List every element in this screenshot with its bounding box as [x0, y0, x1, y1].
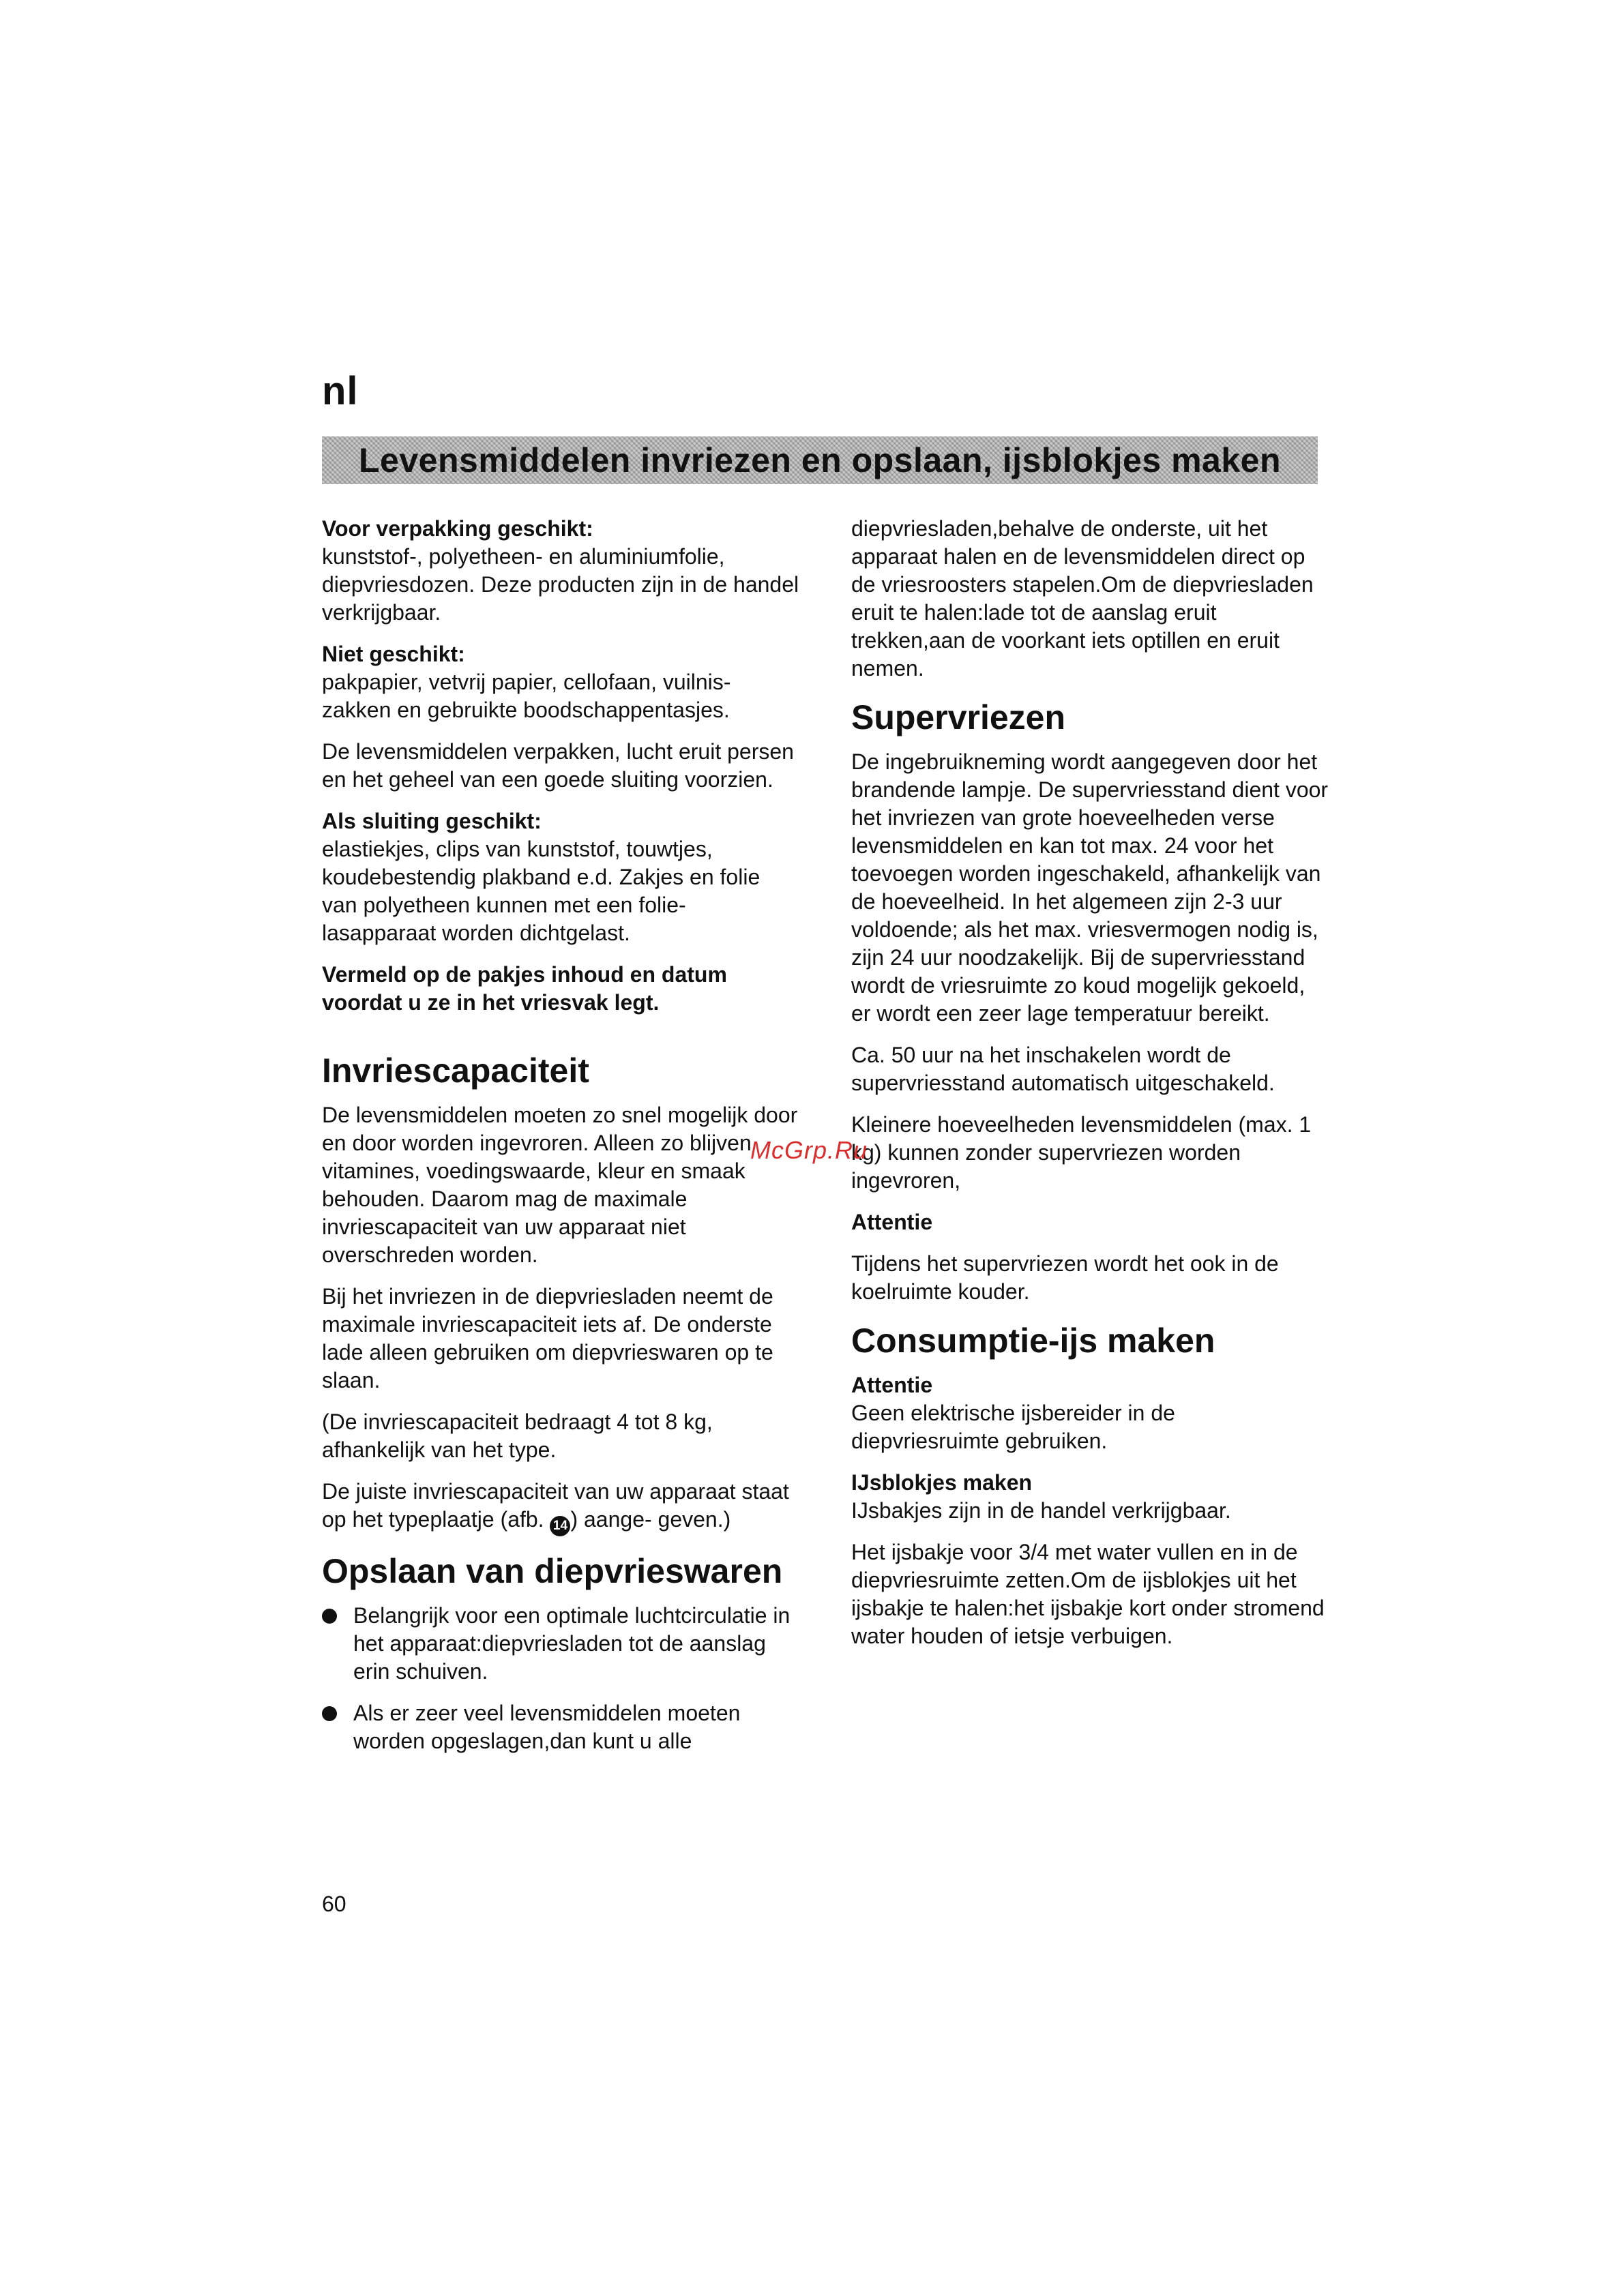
label-note: Vermeld op de pakjes inhoud en datum voordat u ze in het vriesvak legt.: [322, 962, 727, 1015]
closure-suitable-text: elastiekjes, clips van kunststof, touwtjes, koudebestendig plakband e.d. Zakjes en folie van polyetheen kunnen met een folie- lasapparaat worden dichtgelast.: [322, 837, 761, 945]
bullet-text: Belangrijk voor een optimale luchtcirculatie in het apparaat:diepvriesladen tot de aanslag erin schuiven.: [353, 1603, 791, 1684]
not-suitable-text: pakpapier, vetvrij papier, cellofaan, vuilnis- zakken en gebruikte boodschappentasjes.: [322, 670, 731, 722]
storage-continuation: diepvriesladen,behalve de onderste, uit het apparaat halen en de levensmiddelen direct op de vriesroosters stapelen.Om de diepvriesladen eruit te halen:lade tot de aanslag eruit trekken,aan de voorkant iets optillen en eruit nemen.: [851, 516, 1314, 681]
not-suitable-paragraph: [322, 640, 799, 724]
heading-invriescapaciteit: Invriescapaciteit: [322, 1052, 589, 1090]
attention-text: Geen elektrische ijsbereider in de diepvriesruimte gebruiken.: [851, 1401, 1175, 1453]
packaging-suitable-label: Voor verpakking geschikt:: [322, 516, 593, 541]
bullet-item: [322, 1602, 799, 1686]
bullet-dot-icon: [322, 1609, 337, 1624]
bullet-text: Als er zeer veel levensmiddelen moeten worden opgeslagen,dan kunt u alle: [353, 1701, 741, 1753]
attention-label: Attentie: [851, 1373, 933, 1397]
right-column: [851, 515, 1329, 1664]
figure-number-badge: 14: [550, 1516, 570, 1536]
ice-cubes-paragraph: [851, 1469, 1329, 1525]
bullet-item: [322, 1699, 799, 1755]
attention-paragraph: [851, 1371, 1329, 1455]
banner-title: Levensmiddelen invriezen en opslaan, ijsblokjes maken: [359, 441, 1281, 479]
packaging-suitable-text: kunststof-, polyetheen- en aluminiumfolie, diepvriesdozen. Deze producten zijn in de handel verkrijgbaar.: [322, 544, 799, 625]
not-suitable-label: Niet geschikt:: [322, 642, 465, 666]
super-freeze-paragraph-2: Ca. 50 uur na het inschakelen wordt de supervriesstand automatisch uitgeschakeld.: [851, 1043, 1275, 1095]
ice-cubes-instructions: Het ijsbakje voor 3/4 met water vullen en in de diepvriesruimte zetten.Om de ijsblokjes uit het ijsbakje te halen:het ijsbakje kort onder stromend water houden of ietsje verbuigen.: [851, 1540, 1325, 1648]
closure-suitable-label: Als sluiting geschikt:: [322, 809, 542, 833]
section-banner: [322, 436, 1318, 484]
typeplate-text-after: ) aange- geven.): [570, 1507, 731, 1532]
freeze-capacity-paragraph-4: [322, 1478, 799, 1536]
attention-label: Attentie: [851, 1210, 933, 1234]
packaging-suitable-paragraph: [322, 515, 799, 627]
heading-consumptie-ijs: Consumptie-ijs maken: [851, 1322, 1215, 1360]
super-freeze-paragraph-4: Tijdens het supervriezen wordt het ook in de koelruimte kouder.: [851, 1251, 1279, 1304]
freeze-capacity-paragraph-1: De levensmiddelen moeten zo snel mogelijk door en door worden ingevroren. Alleen zo blijven vitamines, voedingswaarde, kleur en smaak behouden. Daarom mag de maximale invriescapaciteit van uw apparaat niet overschreden worden.: [322, 1103, 798, 1267]
heading-supervriezen: Supervriezen: [851, 698, 1066, 736]
freeze-capacity-paragraph-3: (De invriescapaciteit bedraagt 4 tot 8 kg, afhankelijk van het type.: [322, 1410, 713, 1462]
bullet-dot-icon: [322, 1706, 337, 1721]
ice-cubes-text: IJsbakjes zijn in de handel verkrijgbaar.: [851, 1498, 1231, 1523]
super-freeze-paragraph-3: Kleinere hoeveelheden levensmiddelen (max. 1 kg) kunnen zonder supervriezen worden ingevroren,: [851, 1112, 1312, 1193]
page-number: 60: [322, 1892, 346, 1916]
left-column: [322, 515, 799, 1769]
super-freeze-paragraph-1: De ingebruikneming wordt aangegeven door het brandende lampje. De supervriesstand dient voor het invriezen van grote hoeveelheden verse levensmiddelen en kan tot max. 24 voor het toevoegen worden ingeschakeld, afhankelijk van de hoeveelheid. In het algemeen zijn 2-3 uur voldoende; als het max. vriesvermogen nodig is, zijn 24 uur noodzakelijk. Bij de supervriesstand wordt de vriesruimte zo koud mogelijk gekoeld, er wordt een zeer lage temperatuur bereikt.: [851, 749, 1329, 1026]
watermark: McGrp.Ru: [750, 1136, 868, 1164]
language-tag: nl: [322, 369, 359, 413]
packing-instructions: De levensmiddelen verpakken, lucht eruit persen en het geheel van een goede sluiting voorzien.: [322, 739, 794, 792]
freeze-capacity-paragraph-2: Bij het invriezen in de diepvriesladen neemt de maximale invriescapaciteit iets af. De onderste lade alleen gebruiken om diepvrieswaren op te slaan.: [322, 1284, 773, 1392]
heading-opslaan: Opslaan van diepvrieswaren: [322, 1552, 783, 1590]
ice-cubes-label: IJsblokjes maken: [851, 1470, 1033, 1495]
typeplate-text-before: De juiste invriescapaciteit van uw apparaat staat op het typeplaatje (afb.: [322, 1479, 789, 1532]
closure-suitable-paragraph: [322, 807, 799, 947]
